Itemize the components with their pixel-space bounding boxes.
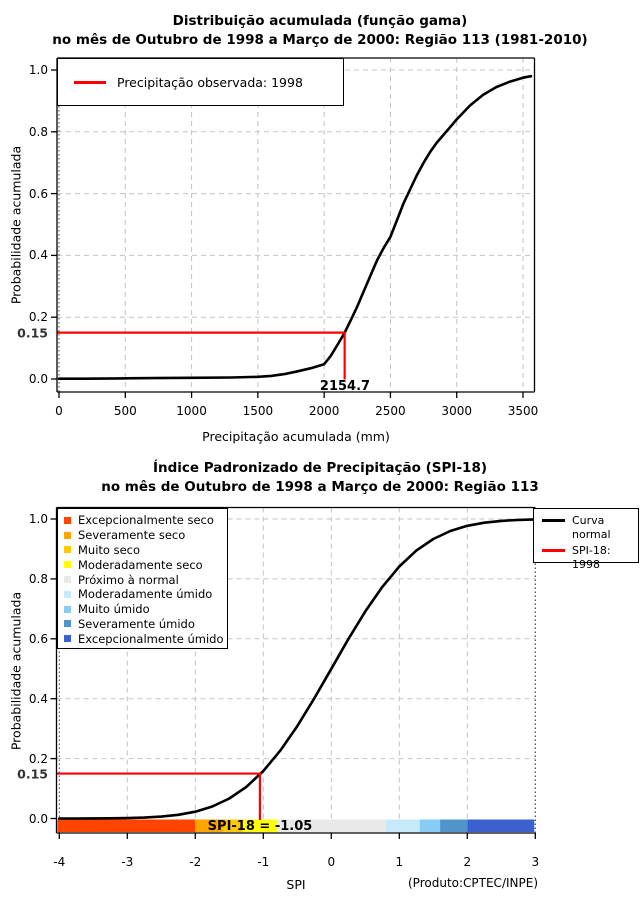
reference-lines [57,333,345,380]
category-label: Severamente seco [78,528,186,543]
chart1-title: Distribuição acumulada (função gama) [172,13,468,29]
y-tick-label: 0.8 [28,571,48,586]
y-tick-label: 0.6 [28,186,48,201]
y-tick-label: 1.0 [28,512,48,526]
category-color-swatch [64,517,71,524]
category-legend-item [64,543,227,558]
category-color-swatch [64,606,71,613]
x-tick-label: 0 [327,855,336,869]
category-legend-item [64,557,227,572]
x-tick-label: 3500 [507,404,539,418]
category-color-swatch [64,546,71,553]
red-line-swatch [74,81,106,84]
y-tick-label: 0.2 [28,751,48,766]
category-legend-item [64,528,227,543]
x-tick-label: 1 [395,855,404,869]
y-tick-label: 0.0 [28,372,48,386]
category-label: Muito úmido [78,602,150,617]
category-legend-item [64,617,227,632]
category-color-swatch [64,576,71,583]
category-label: Moderadamente seco [78,557,203,572]
x-tick-label: 2000 [308,404,340,418]
y-tick-label: 0.0 [28,811,48,826]
chart1-x-axis-label: Precipitação acumulada (mm) [202,429,390,444]
credit-text: (Produto:CPTEC/INPE) [408,876,538,890]
category-color-swatch [64,561,71,568]
category-legend-item [64,587,227,602]
y-tick-label: 0.6 [28,631,48,646]
x-tick-label: -2 [189,855,202,869]
category-legend-item [64,631,227,646]
legend-label-curva-normal: Curva normal [572,514,611,541]
chart1-y-axis-label: Probabilidade acumulada [8,145,24,305]
category-label: Muito seco [78,542,141,557]
x-tick-label: -3 [121,855,134,869]
chart2-y-axis-label: Probabilidade acumulada [8,591,24,751]
legend-item-curva-normal [542,514,638,541]
x-tick-label: 3 [531,855,540,869]
chart1-probability-ref-label: 0.15 [17,325,48,341]
category-legend-item [64,513,227,528]
x-tick-label: -1 [257,855,270,869]
legend-label-spi18: SPI-18: 1998 [572,544,611,571]
x-tick-label: 1000 [176,404,207,418]
colorbar-segment [420,820,440,833]
x-tick-label: 1500 [242,404,274,418]
chart1-legend [57,58,344,106]
chart2-category-legend [57,508,228,649]
chart2-probability-ref-label: 0.15 [17,766,48,782]
category-color-swatch [64,591,71,598]
x-tick-label: 500 [113,404,137,418]
category-color-swatch [64,635,71,642]
chart2-subtitle: no mês de Outubro de 1998 a Março de 2000: Região 113 [101,479,539,495]
colorbar-segment [386,820,420,833]
chart2-title: Índice Padronizado de Precipitação (SPI-18) [152,460,488,476]
y-tick-label: 0.4 [28,248,48,263]
x-tick-label: -4 [53,855,66,869]
y-tick-label: 0.2 [28,310,48,325]
chart2-curve-legend [533,508,639,571]
x-tick-label: 0 [55,404,63,418]
chart2-spi-value-annotation: SPI-18 = -1.05 [207,819,313,834]
category-label: Próximo à normal [78,572,179,587]
category-label: Severamente úmido [78,616,195,631]
category-label: Moderadamente úmido [78,587,213,602]
colorbar-segment [58,820,196,833]
category-label: Excepcionalmente seco [78,513,214,528]
legend-item-spi18 [542,544,638,571]
x-tick-label: 2 [463,855,472,869]
category-color-swatch [64,532,71,539]
colorbar-segment [467,820,534,833]
red-line-swatch [542,549,565,552]
category-legend-item [64,602,227,617]
category-label: Excepcionalmente úmido [78,631,224,646]
y-tick-label: 0.4 [28,691,48,706]
chart1-precipitation-value-annotation: 2154.7 [319,379,371,394]
black-line-swatch [542,519,565,522]
reference-lines [57,774,260,820]
chart2-x-axis-label: SPI [286,877,306,892]
y-tick-label: 0.8 [28,124,48,139]
category-legend-item [64,572,227,587]
x-tick-label: 3000 [441,404,472,418]
y-tick-label: 1.0 [28,63,48,77]
chart1-legend-label: Precipitação observada: 1998 [117,74,303,90]
x-tick-label: 2500 [375,404,406,418]
colorbar-segment [440,820,467,833]
chart1-subtitle: no mês de Outubro de 1998 a Março de 2000: Região 113 (1981-2010) [52,32,588,48]
category-color-swatch [64,620,71,627]
chart1-plot [51,58,535,398]
